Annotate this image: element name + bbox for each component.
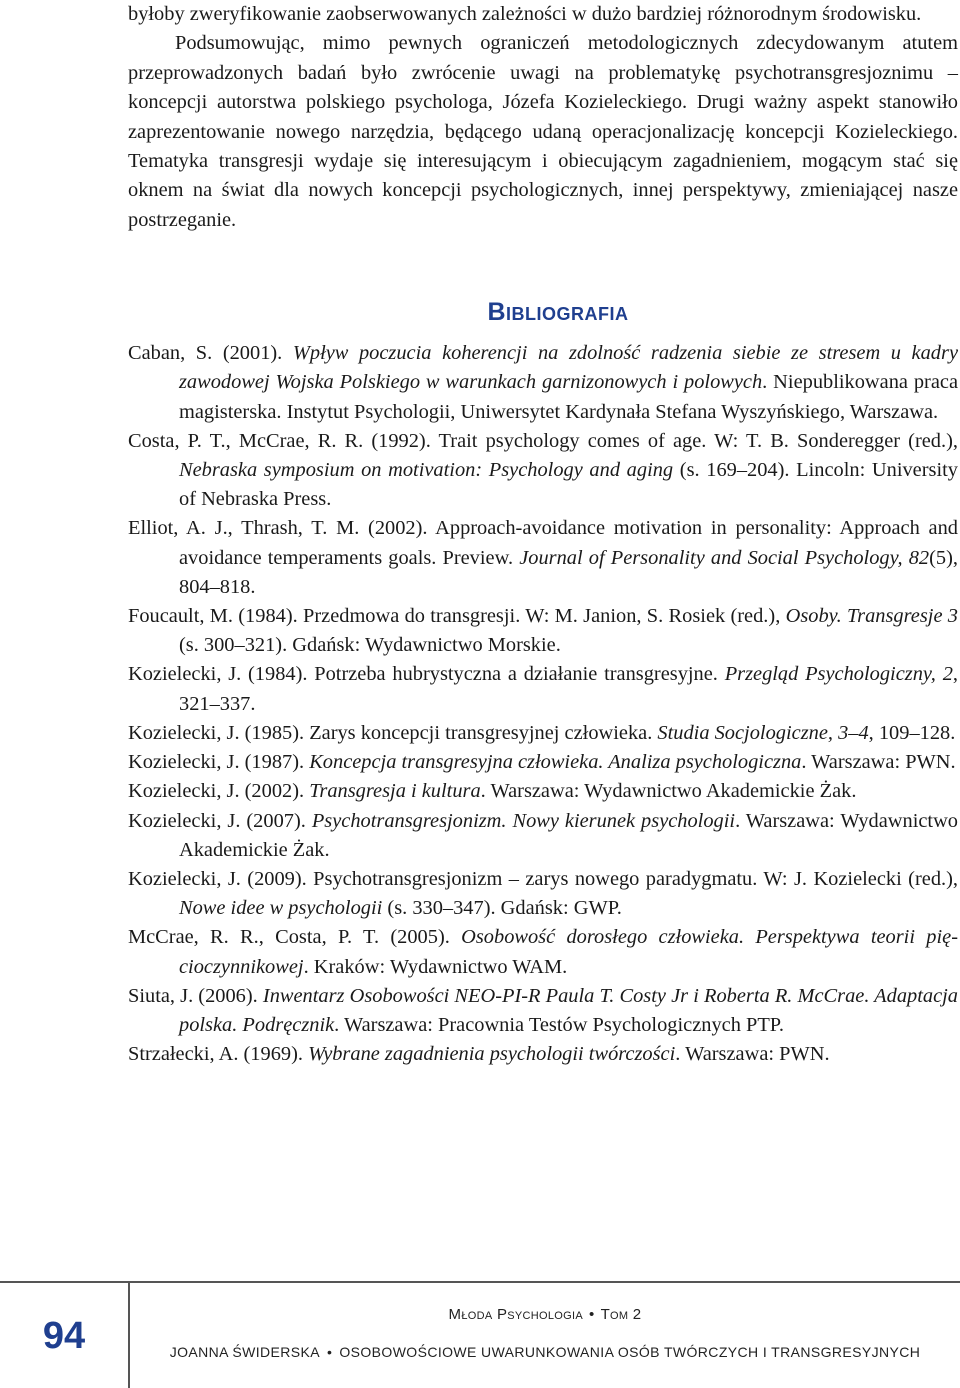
separator-dot: • [589, 1306, 595, 1323]
reference-text: . Kraków: Wydawnictwo WAM. [303, 955, 568, 978]
reference-text: Costa, P. T., McCrae, R. R. (1992). Trait psychology comes of age. W: T. B. Sonderegger (red.), [128, 429, 958, 452]
reference-title: Nowe idee w psychologii [179, 897, 383, 920]
paragraph: byłoby zweryfikowanie zaobserwowanych zależności w dużo bardziej różnorodnym środowisku. [128, 3, 922, 25]
reference-text: Elliot, A. J., Thrash, T. M. (2002). Approach-avoidance motivation in personality: Approach and avoidance temperaments goals. Preview. [128, 517, 958, 569]
reference-title: Studia Socjologiczne, 3–4 [657, 721, 869, 744]
reference-title: Psychotransgresjonizm. Nowy kierunek psychologii [311, 809, 736, 832]
bibliography-entry [128, 777, 958, 806]
page-number: 94 [42, 1315, 86, 1357]
reference-text: Strzałecki, A. (1969). [128, 1043, 309, 1066]
running-header-journal [130, 1306, 960, 1323]
bibliography-entry [128, 865, 958, 923]
bibliography-entry [128, 719, 958, 748]
bibliography-list [128, 339, 958, 1069]
reference-text: (5), 804–818. [179, 546, 958, 598]
bibliography-entry [128, 427, 958, 515]
reference-text: Kozielecki, J. (1984). Potrzeba hubrystyczna a działanie transgresyjne. [128, 663, 725, 686]
bibliography-entry [128, 748, 958, 777]
reference-text: (s. 300–321). Gdańsk: Wydawnictwo Morskie. [179, 634, 561, 657]
reference-text: McCrae, R. R., Costa, P. T. (2005). [128, 926, 462, 949]
reference-title: Journal of Personality and Social Psychology, 82 [519, 546, 930, 569]
bibliography-entry [128, 1040, 958, 1069]
reference-text: . Warszawa: Pracownia Testów Psychologicznych PTP. [334, 1013, 784, 1036]
reference-text: Kozielecki, J. (1985). Zarys koncepcji transgresyjnej człowieka. [128, 721, 658, 744]
reference-title: Osobowość dorosłego człowieka. Perspektywa teorii pięcioczynnikowej [179, 926, 958, 978]
reference-text: . Warszawa: PWN. [675, 1043, 830, 1066]
reference-title: Nebraska symposium on motivation: Psychology and aging [179, 459, 674, 482]
footer-vertical-divider [128, 1281, 130, 1388]
article-author: JOANNA ŚWIDERSKA [169, 1344, 321, 1360]
reference-text: Kozielecki, J. (2007). [128, 809, 312, 832]
reference-text: Foucault, M. (1984). Przedmowa do transgresji. W: M. Janion, S. Rosiek (red.), [128, 605, 786, 628]
reference-text: Caban, S. (2001). [128, 342, 293, 365]
reference-text: Kozielecki, J. (1987). [128, 751, 310, 774]
reference-text: Siuta, J. (2006). [128, 984, 263, 1007]
bibliography-entry [128, 923, 958, 981]
page-footer [0, 1276, 960, 1388]
reference-text: . Warszawa: Wydawnictwo Akademickie Żak. [480, 780, 857, 803]
reference-text: (s. 169–204). Lincoln: University of Nebraska Press. [179, 459, 958, 511]
reference-text: Kozielecki, J. (2009). Psychotransgresjonizm – zarys nowego paradygmatu. W: J. Kozielecki (red.), [128, 867, 958, 890]
paragraph: Podsumowując, mimo pewnych ograniczeń metodologicznych zdecydowanym atutem przeprowadzonych badań było zwrócenie uwagi na problematykę psychotransgresjoznimu – koncepcji autorstwa polskiego psychologa, Józefa Kozieleckiego. Drugi ważny aspekt stanowiło zaprezentowanie nowego narzędzia, będącego udaną operacjonalizację koncepcji Kozieleckiego. Tematyka transgresji wydaje się interesującym i obiecującym zagadnieniem, mogącym stać się oknem na świat dla nowych koncepcji psychologicznych, innej perspektywy, zmieniającej nasze postrzeganie. [128, 32, 958, 231]
reference-title: Wpływ poczucia koherencji na zdolność radzenia siebie ze stresem u kadry zawodowej Wojska Polskiego w warunkach garnizonowych i polowych [179, 342, 958, 394]
bibliography-entry [128, 602, 958, 660]
reference-text: (s. 330–347). Gdańsk: GWP. [382, 897, 622, 920]
reference-text: . Niepublikowana praca magisterska. Instytut Psychologii, Uniwersytet Kardynała Stefana Wyszyńskiego, Warszawa. [179, 371, 958, 423]
bibliography-entry [128, 339, 958, 427]
bibliography-entry [128, 807, 958, 865]
page-content [128, 0, 958, 1069]
reference-text: Kozielecki, J. (2002). [128, 780, 310, 803]
separator-dot: • [327, 1344, 333, 1360]
footer-divider [0, 1281, 960, 1283]
bibliography-entry [128, 660, 958, 718]
reference-title: Inwentarz Osobowości NEO-PI-R Paula T. Costy Jr i Roberta R. McCrae. Adaptacja polska. Podręcznik [179, 984, 958, 1036]
reference-title: Koncepcja transgresyjna człowieka. Analiza psychologiczna [309, 751, 802, 774]
reference-text: , 321–337. [179, 663, 958, 715]
bibliography-heading: Bibliografia [487, 298, 629, 327]
bibliography-entry [128, 514, 958, 602]
reference-text: . Warszawa: PWN. [801, 751, 956, 774]
body-text [128, 0, 958, 235]
article-title: OSOBOWOŚCIOWE UWARUNKOWANIA OSÓB TWÓRCZYCH I TRANSGRESYJNYCH [339, 1344, 921, 1360]
reference-title: Osoby. Transgresje 3 [785, 605, 958, 628]
journal-name: Młoda Psychologia [448, 1306, 583, 1323]
reference-title: Przegląd Psychologiczny, 2 [724, 663, 953, 686]
reference-title: Transgresja i kultura [309, 780, 481, 803]
bibliography-entry [128, 982, 958, 1040]
running-header-article [130, 1344, 960, 1360]
journal-volume: Tom 2 [600, 1306, 642, 1323]
reference-text: , 109–128. [868, 721, 956, 744]
reference-title: Wybrane zagadnienia psychologii twórczości [308, 1043, 676, 1066]
reference-text: . Warszawa: Wydawnictwo Akademickie Żak. [179, 809, 959, 861]
